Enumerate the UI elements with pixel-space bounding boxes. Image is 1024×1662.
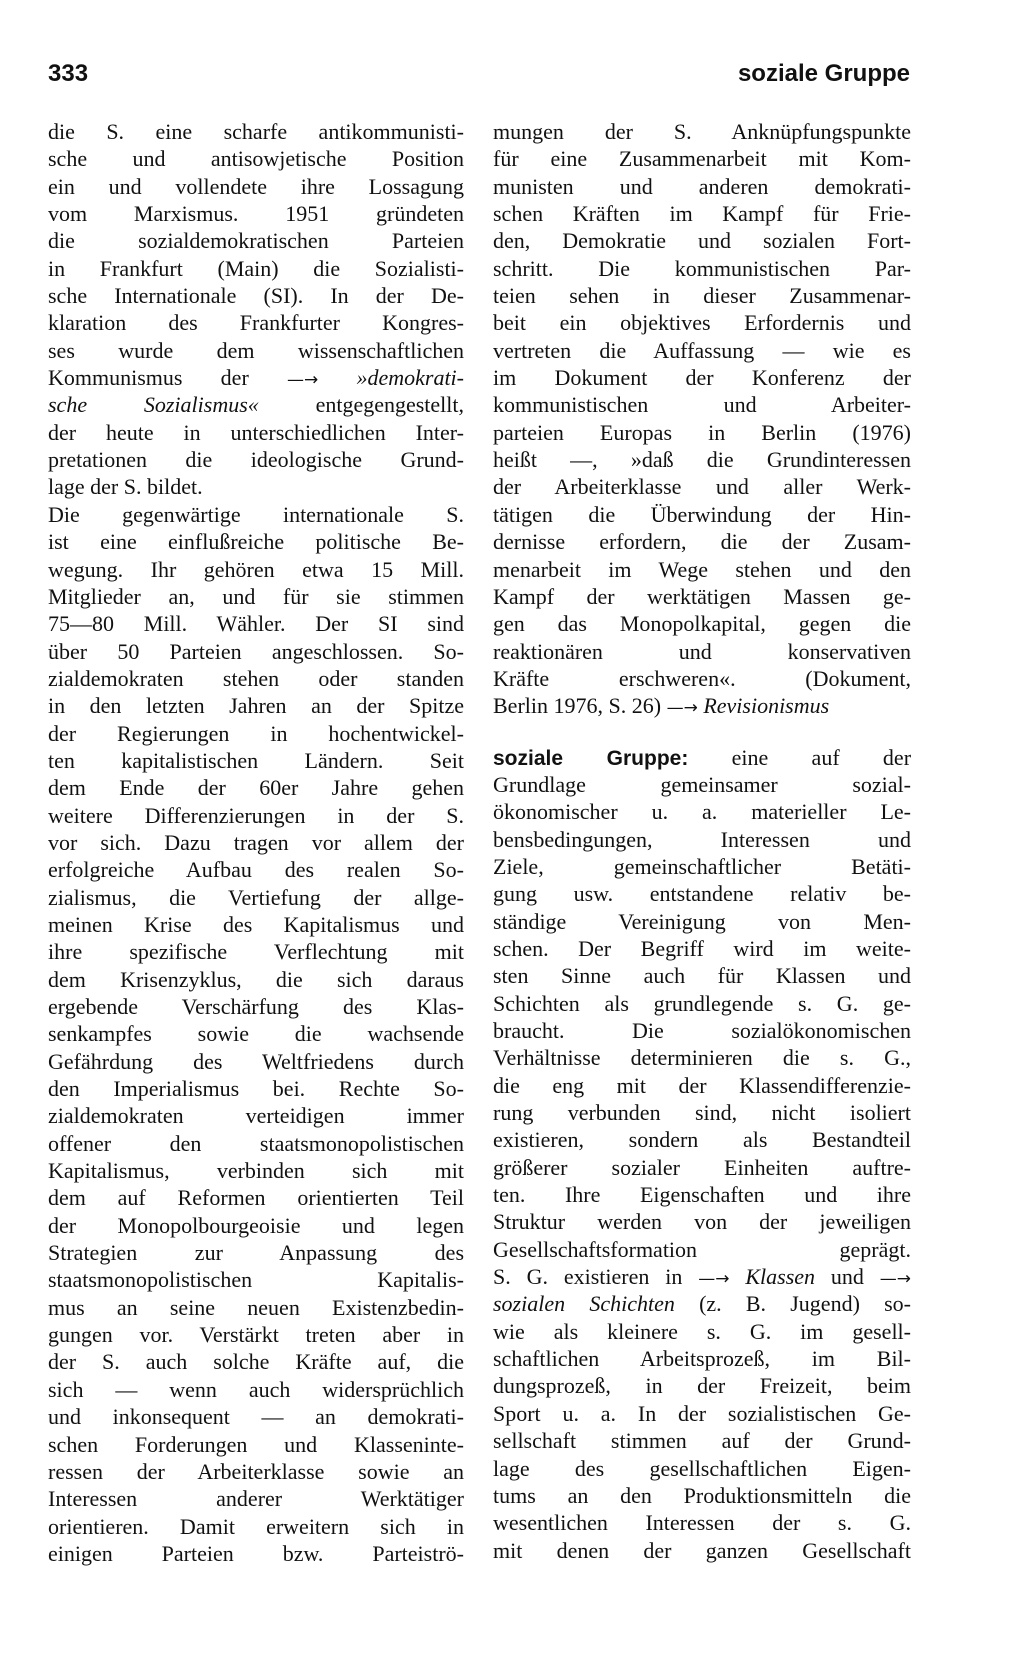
cross-reference-link: sche Sozialismus« xyxy=(48,392,259,418)
right-paragraph-b xyxy=(493,771,911,1263)
text-line xyxy=(48,364,464,391)
text-line: ergebende Verschärfung des Klas- xyxy=(48,994,464,1019)
text-segment: Kommunismus der xyxy=(48,365,249,391)
text-line: sich — wenn auch widersprüchlich xyxy=(48,1376,464,1402)
text-line: die sozialdemokratischen Parteien xyxy=(48,228,464,254)
text-line: bensbedingungen, Interessen und xyxy=(493,826,911,852)
text-line: im Dokument der Konferenz der xyxy=(493,365,911,391)
text-line: dem Krisenzyklus, die sich daraus xyxy=(48,966,464,992)
text-line: der Monopolbourgeoisie und legen xyxy=(48,1212,464,1238)
text-line: senkampfes sowie die wachsende xyxy=(48,1021,464,1047)
cross-reference-arrow: —→ xyxy=(879,1269,912,1290)
text-line: mit denen der ganzen Gesellschaft xyxy=(493,1537,911,1563)
text-line: 75—80 Mill. Wähler. Der SI sind xyxy=(48,611,464,637)
text-line xyxy=(493,1263,911,1290)
text-line: gung usw. entstandene relativ be- xyxy=(493,881,911,907)
text-line: Schichten als grundlegende s. G. ge- xyxy=(493,990,911,1016)
text-line: heißt —, »daß die Grundinteressen xyxy=(493,447,911,473)
cross-reference-link: Klassen xyxy=(745,1264,816,1290)
text-line: schen. Der Begriff wird im weite- xyxy=(493,935,911,961)
text-line: tums an den Produktionsmitteln die xyxy=(493,1482,911,1508)
text-line: dem auf Reformen orientierten Teil xyxy=(48,1185,464,1211)
text-line: ökonomischer u. a. materieller Le- xyxy=(493,799,911,825)
right-column xyxy=(493,118,911,1564)
text-segment: S. G. existieren in xyxy=(493,1264,683,1290)
text-line xyxy=(493,692,911,719)
text-line: Gefährdung des Weltfriedens durch xyxy=(48,1048,464,1074)
text-line: Mitglieder an, und für sie stimmen xyxy=(48,583,464,609)
text-line: ist eine einflußreiche politische Be- xyxy=(48,529,464,555)
text-line: Strategien zur Anpassung des xyxy=(48,1240,464,1266)
text-segment: und xyxy=(830,1264,864,1290)
text-line: dungsprozeß, in der Freizeit, beim xyxy=(493,1373,911,1399)
text-line: dem Ende der 60er Jahre gehen xyxy=(48,775,464,801)
text-line: Grundlage gemeinsamer sozial- xyxy=(493,771,911,797)
text-line: ein und vollendete ihre Lossagung xyxy=(48,173,464,199)
text-line: dernisse erfordern, die der Zusam- xyxy=(493,529,911,555)
text-line: sche und antisowjetische Position xyxy=(48,146,464,172)
text-line: klaration des Frankfurter Kongres- xyxy=(48,310,464,336)
text-line: beit ein objektives Erfordernis und xyxy=(493,310,911,336)
text-line: meinen Krise des Kapitalismus und xyxy=(48,911,464,937)
text-line: orientieren. Damit erweitern sich in xyxy=(48,1513,464,1539)
text-line: reaktionären und konservativen xyxy=(493,638,911,664)
text-line: lage der S. bildet. xyxy=(48,474,203,500)
text-segment: Berlin 1976, S. 26) xyxy=(493,693,662,719)
text-line: wie als kleinere s. G. im gesell- xyxy=(493,1318,911,1344)
text-line: Sport u. a. In der sozialistischen Ge- xyxy=(493,1400,911,1426)
text-line: Kapitalismus, verbinden sich mit xyxy=(48,1158,464,1184)
text-line: schen Forderungen und Klasseninte- xyxy=(48,1431,464,1457)
cross-reference-arrow: —→ xyxy=(287,370,319,391)
text-line: schritt. Die kommunistischen Par- xyxy=(493,255,911,281)
text-line: kommunistischen und Arbeiter- xyxy=(493,392,911,418)
text-line: vom Marxismus. 1951 gründeten xyxy=(48,201,464,227)
text-segment: entgegengestellt, xyxy=(315,392,465,418)
text-line: ressen der Arbeiterklasse sowie an xyxy=(48,1458,464,1484)
text-line: parteien Europas in Berlin (1976) xyxy=(493,419,911,445)
text-line: Kräfte erschweren«. (Dokument, xyxy=(493,665,911,691)
cross-reference-link: Revisionismus xyxy=(703,693,830,719)
entry-term: soziale Gruppe: xyxy=(493,746,689,770)
text-line: rung verbunden sind, nicht isoliert xyxy=(493,1100,911,1126)
text-line: existieren, sondern als Bestandteil xyxy=(493,1127,911,1153)
text-line: offener den staatsmonopolistischen xyxy=(48,1130,464,1156)
text-line: der heute in unterschiedlichen Inter- xyxy=(48,419,464,445)
text-line: schen Kräften im Kampf für Frie- xyxy=(493,201,911,227)
text-line: und inkonsequent — an demokrati- xyxy=(48,1404,464,1430)
text-line: der S. auch solche Kräfte auf, die xyxy=(48,1349,464,1375)
right-paragraph-c xyxy=(493,1318,911,1564)
text-line: einigen Parteien bzw. Parteiströ- xyxy=(48,1540,464,1566)
text-segment: (z. B. Jugend) so- xyxy=(699,1291,911,1317)
text-line: Struktur werden von der jeweiligen xyxy=(493,1209,911,1235)
text-line: wesentlichen Interessen der s. G. xyxy=(493,1510,911,1536)
text-line: gen das Monopolkapital, gegen die xyxy=(493,611,911,637)
text-line: mungen der S. Anknüpfungspunkte xyxy=(493,119,911,144)
cross-reference-arrow: —→ xyxy=(666,698,698,719)
text-line: für eine Zusammenarbeit mit Kom- xyxy=(493,146,911,172)
text-line: über 50 Parteien angeschlossen. So- xyxy=(48,638,464,664)
text-line: die S. eine scharfe antikommunisti- xyxy=(48,119,464,144)
text-line: zialismus, die Vertiefung der allge- xyxy=(48,884,464,910)
text-line: den, Demokratie und sozialen Fort- xyxy=(493,228,911,254)
text-line: ihre spezifische Verflechtung mit xyxy=(48,939,464,965)
text-line: ten. Ihre Eigenschaften und ihre xyxy=(493,1182,911,1208)
page-number: 333 xyxy=(48,60,89,87)
text-line: der Arbeiterklasse und aller Werk- xyxy=(493,474,911,500)
text-line xyxy=(493,1290,911,1317)
entry-spacer xyxy=(493,720,911,744)
text-line: die eng mit der Klassendifferenzie- xyxy=(493,1072,911,1098)
text-segment: eine auf der xyxy=(731,744,912,770)
text-line: mus an seine neuen Existenzbedin- xyxy=(48,1294,464,1320)
text-line: Die gegenwärtige internationale S. xyxy=(48,501,464,527)
right-paragraph-a xyxy=(493,118,911,692)
text-line: tätigen die Überwindung der Hin- xyxy=(493,501,911,527)
text-line: vor sich. Dazu tragen vor allem der xyxy=(48,829,464,855)
text-line: teien sehen in dieser Zusammenar- xyxy=(493,283,911,309)
text-line: weitere Differenzierungen in der S. xyxy=(48,802,464,828)
text-line: ten kapitalistischen Ländern. Seit xyxy=(48,747,464,773)
text-line: erfolgreiche Aufbau des realen So- xyxy=(48,857,464,883)
text-line: Kampf der werktätigen Massen ge- xyxy=(493,583,911,609)
left-paragraph-b xyxy=(48,419,464,1567)
text-line: Interessen anderer Werktätiger xyxy=(48,1486,464,1512)
text-line: in Frankfurt (Main) die Sozialisti- xyxy=(48,255,464,281)
text-line: munisten und anderen demokrati- xyxy=(493,173,911,199)
text-line: braucht. Die sozialökonomischen xyxy=(493,1018,911,1043)
left-paragraph-a xyxy=(48,118,464,364)
text-line: staatsmonopolistischen Kapitalis- xyxy=(48,1267,464,1293)
text-line: größerer sozialer Einheiten auftre- xyxy=(493,1154,911,1180)
cross-reference-link: »demokrati- xyxy=(356,365,464,391)
text-line xyxy=(48,391,464,418)
text-line: Verhältnisse determinieren die s. G., xyxy=(493,1045,911,1071)
text-line: wegung. Ihr gehören etwa 15 Mill. xyxy=(48,556,464,582)
text-line: vertreten die Auffassung — wie es xyxy=(493,337,911,363)
page-header xyxy=(48,60,910,94)
text-line: lage des gesellschaftlichen Eigen- xyxy=(493,1455,911,1481)
text-line: Ziele, gemeinschaftlicher Betäti- xyxy=(493,853,911,879)
text-line: menarbeit im Wege stehen und den xyxy=(493,556,911,582)
text-line: zialdemokraten stehen oder standen xyxy=(48,665,464,691)
text-line: sten Sinne auch für Klassen und xyxy=(493,963,911,989)
text-line: schaftlichen Arbeitsprozeß, im Bil- xyxy=(493,1346,911,1372)
cross-reference-arrow: —→ xyxy=(698,1269,730,1290)
left-column xyxy=(48,118,464,1567)
text-line: sellschaft stimmen auf der Grund- xyxy=(493,1428,911,1454)
text-line: zialdemokraten verteidigen immer xyxy=(48,1103,464,1129)
text-line: pretationen die ideologische Grund- xyxy=(48,447,464,473)
text-line: sche Internationale (SI). In der De- xyxy=(48,283,464,309)
cross-reference-link: sozialen Schichten xyxy=(493,1291,675,1317)
text-line: gungen vor. Verstärkt treten aber in xyxy=(48,1322,464,1348)
text-line: der Regierungen in hochentwickel- xyxy=(48,720,464,746)
running-head: soziale Gruppe xyxy=(737,60,910,87)
entry-heading-line xyxy=(493,744,911,771)
text-line: Gesellschaftsformation geprägt. xyxy=(493,1236,911,1262)
text-line: den Imperialismus bei. Rechte So- xyxy=(48,1076,464,1102)
text-line: ses wurde dem wissenschaftlichen xyxy=(48,337,464,363)
text-line: in den letzten Jahren an der Spitze xyxy=(48,693,464,719)
text-line: ständige Vereinigung von Men- xyxy=(493,908,911,934)
